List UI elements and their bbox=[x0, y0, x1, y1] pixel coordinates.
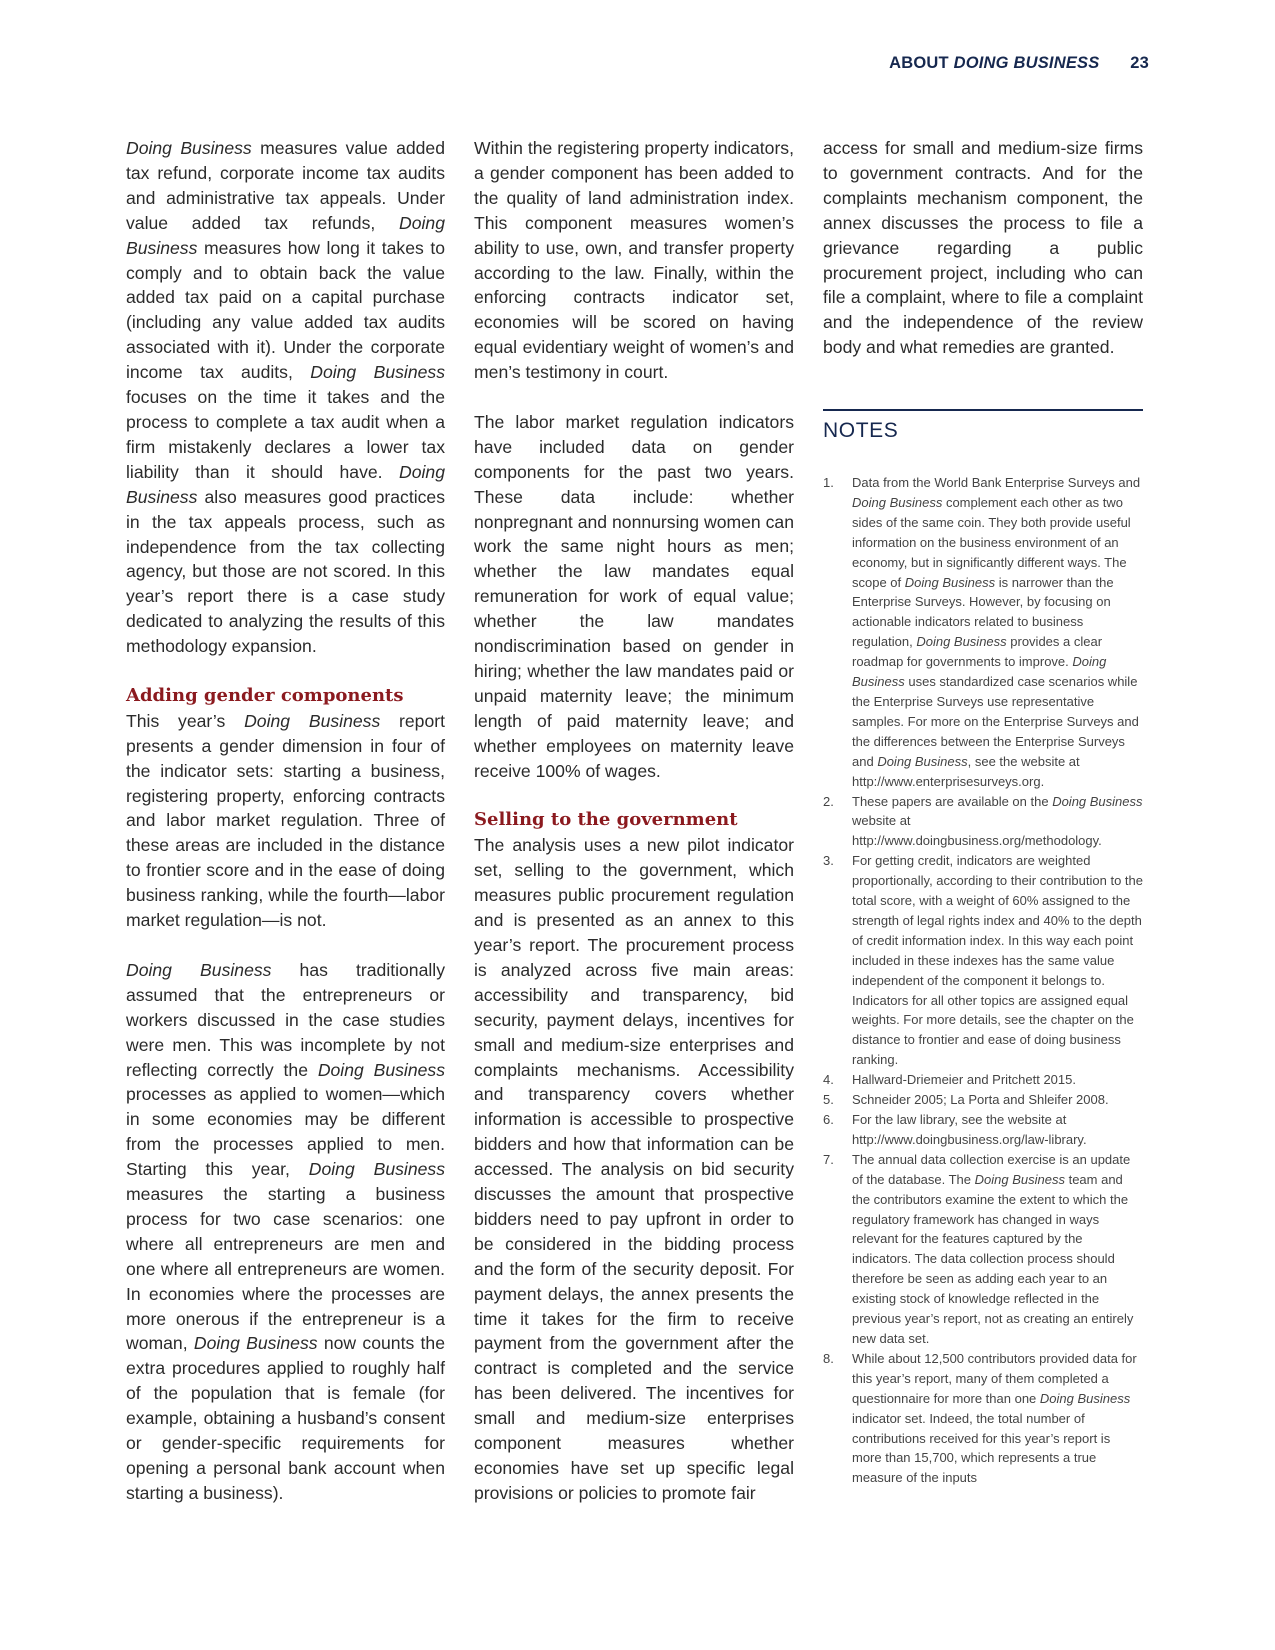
paragraph-labor-market: The labor market regulation indicators have included data on gender components for the past two years. These data include: whether nonpregnant and nonnursing women can work the same night hours as men; whether the law mandates equal remuneration for work of equal value; whether the law mandates nondiscrimination based on gender in hiring; whether the law mandates paid or unpaid maternity leave; the minimum length of paid maternity leave; and whether employees on maternity leave receive 100% of wages. bbox=[474, 411, 794, 781]
note-item: 8. While about 12,500 contributors provided data for this year’s report, many of them completed a questionnaire for more than one Doing Business indicator set. Indeed, the total number of contributions received for this year’s report is more than 15,700, which represents a true measure of the inputs bbox=[823, 1350, 1137, 1486]
notes-list bbox=[823, 473, 1143, 1488]
paragraph-gender-dimension: This year’s Doing Business report presents a gender dimension in four of the indicator sets: starting a business, registering property, enforcing contracts and labor market regulation. Three of these areas are included in the distance to frontier score and in the ease of doing business ranking, while the fourth—labor market regulation—is not. bbox=[126, 710, 446, 931]
column-3 bbox=[823, 136, 1143, 360]
notes-divider bbox=[823, 409, 1143, 411]
paragraph-tax-measures: Doing Business measures value added tax refund, corporate income tax audits and administrative tax appeals. Under value added tax refunds, Doing Business measures how long it takes to comply and to obtain back the value added tax paid on a capital purchase (including any value added tax audits associated with it). Under the corporate income tax audits, Doing Business focuses on the time it takes and the process to complete a tax audit when a firm mistakenly declares a lower tax liability than it should have. Doing Business also measures good practices in the tax appeals process, such as independence from the tax collecting agency, but those are not scored. In this year’s report there is a case study dedicated to analyzing the results of this methodology expansion. bbox=[126, 138, 445, 657]
note-item: 1. Data from the World Bank Enterprise Surveys and Doing Business complement each other as two sides of the same coin. They both provide useful information on the business environment of an economy, but in significantly different ways. The scope of Doing Business is narrower than the Enterprise Surveys. However, by focusing on actionable indicators related to business regulation, Doing Business provides a clear roadmap for governments to improve. Doing Business uses standardized case scenarios while the Enterprise Surveys use representative samples. For more on the Enterprise Surveys and the differences between the Enterprise Surveys and Doing Business, see the website at http://www.enterprisesurveys.org. bbox=[823, 475, 1141, 789]
note-item: 2. These papers are available on the Doing Business website at http://www.doingbusiness.org/methodology. bbox=[823, 793, 1143, 849]
column-2 bbox=[474, 136, 794, 1506]
paragraph-procurement: The analysis uses a new pilot indicator set, selling to the government, which measures public procurement regulation and is presented as an annex to this year’s report. The procurement process is analyzed across five main areas: accessibility and transparency, bid security, payment delays, incentives for small and medium-size enterprises and complaints mechanisms. Accessibility and transparency covers whether information is accessible to prospective bidders and how that information can be accessed. The analysis on bid security discusses the amount that prospective bidders need to pay upfront in order to be considered in the bidding process and the form of the security deposit. For payment delays, the annex presents the time it takes for the firm to receive payment from the government after the contract is completed and the service has been delivered. The incentives for small and medium-size enterprises component measures whether economies have set up specific legal provisions or policies to promote fair bbox=[474, 835, 794, 1503]
note-item: 5. Schneider 2005; La Porta and Shleifer 2008. bbox=[823, 1092, 1109, 1108]
note-item: 7. The annual data collection exercise is an update of the database. The Doing Business team and the contributors examine the extent to which the regulatory framework has changed in ways relevant for the features captured by the indicators. The data collection process should therefore be seen as adding each year to an existing stock of knowledge reflected in the previous year’s report, not as creating an entirely new data set. bbox=[823, 1151, 1134, 1346]
heading-gender-components: Adding gender components bbox=[126, 684, 404, 706]
page-number: 23 bbox=[1130, 54, 1149, 72]
running-head-about: ABOUT bbox=[889, 54, 949, 72]
running-head-title: DOING BUSINESS bbox=[953, 54, 1100, 72]
paragraph-entrepreneurs: Doing Business has traditionally assumed that the entrepreneurs or workers discussed in the case studies were men. This was incomplete by not reflecting correctly the Doing Business processes as applied to women—which in some economies may be different from the processes applied to men. Starting this year, Doing Business measures the starting a business process for two case scenarios: one where all entrepreneurs are men and one where all entrepreneurs are women. In economies where the processes are more onerous if the entrepreneur is a woman, Doing Business now counts the extra procedures applied to roughly half of the population that is female (for example, obtaining a husband’s consent or gender-specific requirements for opening a personal bank account when starting a business). bbox=[126, 959, 446, 1503]
paragraph-procurement-continued: access for small and medium-size firms to government contracts. And for the complaints mechanism component, the annex discusses the process to file a grievance regarding a public procurement project, including who can file a complaint, where to file a complaint and the independence of the review body and what remedies are granted. bbox=[823, 138, 1143, 358]
running-head bbox=[889, 54, 1149, 73]
heading-selling-government: Selling to the government bbox=[474, 809, 738, 831]
notes-heading: NOTES bbox=[823, 419, 899, 442]
column-1 bbox=[126, 136, 445, 1506]
paragraph-registering-property: Within the registering property indicators, a gender component has been added to the quality of land administration index. This component measures women’s ability to use, own, and transfer property according to the law. Finally, within the enforcing contracts indicator set, economies will be scored on having equal evidentiary weight of women’s and men’s testimony in court. bbox=[474, 138, 794, 383]
note-item: 3. For getting credit, indicators are weighted proportionally, according to their contribution to the total score, with a weight of 60% assigned to the strength of legal rights index and 40% to the depth of credit information index. In this way each point included in these indexes has the same value independent of the component it belongs to. Indicators for all other topics are assigned equal weights. For more details, see the chapter on the distance to frontier and ease of doing business ranking. bbox=[823, 853, 1143, 1068]
note-item: 4. Hallward-Driemeier and Pritchett 2015. bbox=[823, 1072, 1076, 1088]
note-item: 6. For the law library, see the website at http://www.doingbusiness.org/law-library. bbox=[823, 1112, 1087, 1147]
